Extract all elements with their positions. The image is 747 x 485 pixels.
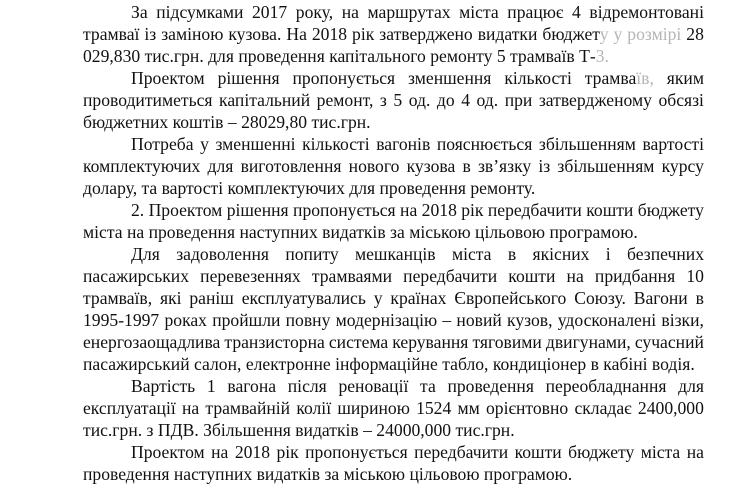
word: Для	[131, 244, 160, 264]
word: Т-3.	[579, 46, 609, 66]
paragraph	[83, 441, 704, 485]
word: збільшенням	[557, 156, 655, 176]
word: колії	[296, 398, 332, 418]
word: міською	[343, 464, 406, 484]
word: міста	[83, 222, 123, 242]
word: розмірі	[627, 24, 682, 44]
paragraph	[83, 133, 704, 199]
word: перевезеннях	[200, 266, 301, 286]
word: проведення	[238, 46, 325, 66]
word: яким	[666, 68, 704, 88]
paragraph	[83, 1, 704, 67]
word: пропонується	[293, 200, 396, 220]
word: долару,	[83, 178, 138, 198]
word: 4	[572, 2, 581, 22]
word: рік	[352, 24, 375, 44]
word: для	[349, 178, 376, 198]
word: в	[507, 244, 517, 264]
word: модернізацію	[335, 310, 438, 330]
word: пропонується	[305, 442, 408, 462]
word: 2018	[311, 24, 348, 44]
word: раніш	[189, 288, 234, 308]
word: трамвайній	[205, 398, 291, 418]
word: удосконалені	[557, 310, 657, 330]
word: кузова.	[228, 24, 282, 44]
word: ремонт,	[316, 90, 374, 110]
word: відремонтовані	[589, 2, 704, 22]
word: 2400,000	[637, 398, 704, 418]
word: тис.грн.	[455, 420, 515, 440]
text-line	[83, 419, 704, 441]
word: пояснюється	[436, 134, 533, 154]
word: у	[613, 24, 623, 44]
word: вагона	[227, 376, 277, 396]
word: передбачити	[403, 266, 498, 286]
word: –	[442, 310, 452, 330]
word: реновації	[338, 376, 409, 396]
word: до	[436, 90, 455, 110]
word: 029,830	[83, 46, 141, 66]
word: транзисторна	[224, 332, 325, 352]
word: 24000,000	[376, 420, 452, 440]
word: Європейського	[454, 288, 567, 308]
word: трамваями	[311, 266, 393, 286]
word: на	[341, 2, 359, 22]
word: табло,	[442, 354, 489, 374]
word: пройшли	[212, 310, 281, 330]
word: пропонується	[292, 68, 396, 88]
word: Вартість	[131, 376, 196, 396]
word: для	[207, 156, 234, 176]
word: кількості	[302, 134, 370, 154]
word: Проектом	[131, 442, 205, 462]
word: вартості	[161, 178, 224, 198]
word: в	[462, 156, 471, 176]
text-line	[83, 111, 704, 133]
word: на	[400, 200, 418, 220]
word: заміною	[161, 24, 224, 44]
word: експлуатувались	[241, 288, 366, 308]
word: бюджету	[542, 24, 609, 44]
word: передбачити	[414, 442, 509, 462]
word: за	[324, 464, 340, 484]
word: 2018	[421, 200, 457, 220]
word: 1	[206, 376, 216, 396]
word: наступних	[239, 222, 318, 242]
word: обсязі	[658, 90, 704, 110]
word: на	[211, 442, 229, 462]
word: кошти	[586, 200, 634, 220]
word: орієнтовно	[485, 398, 569, 418]
word: проведення	[83, 464, 170, 484]
word: якісних	[532, 244, 590, 264]
text-line	[83, 133, 704, 155]
word: збільшенням	[538, 134, 636, 154]
word: 2018	[234, 442, 270, 462]
word: коштів	[172, 112, 224, 132]
word: бюджету	[637, 200, 704, 220]
word: ремонту.	[470, 178, 536, 198]
word: придбання	[594, 266, 676, 286]
word: вагонів	[376, 134, 431, 154]
word: після	[287, 376, 327, 396]
word: салон,	[194, 354, 242, 374]
word: Вагони	[633, 288, 688, 308]
word: од.	[476, 90, 499, 110]
word: кількості	[504, 68, 572, 88]
word: трамваї	[83, 24, 140, 44]
word: у	[373, 288, 383, 308]
text-line	[83, 331, 704, 353]
word: нового	[348, 156, 400, 176]
word: для	[208, 46, 234, 66]
word: 1524	[416, 398, 452, 418]
word: проводитиметься	[83, 90, 213, 110]
word: мм	[457, 398, 480, 418]
word: на	[181, 398, 200, 418]
word: на	[686, 442, 704, 462]
word: 2017	[251, 2, 288, 22]
word: маршрутах	[367, 2, 451, 22]
document-body	[83, 1, 704, 485]
word: 10	[686, 266, 704, 286]
word: кузов,	[507, 310, 553, 330]
word: На	[286, 24, 307, 44]
word: переобладнання	[545, 376, 667, 396]
word: 1995-1997	[83, 310, 160, 330]
word: видатків	[256, 464, 321, 484]
word: за	[390, 222, 405, 242]
word: 28	[686, 24, 704, 44]
word: проведення	[148, 222, 236, 242]
word: в	[695, 288, 704, 308]
text-line	[83, 199, 704, 221]
word: задоволення	[176, 244, 269, 264]
word: курсу	[661, 156, 704, 176]
text-line	[83, 265, 704, 287]
word: капітального	[329, 46, 426, 66]
word: 2.	[131, 200, 145, 220]
word: кузова	[406, 156, 456, 176]
word: у	[200, 134, 209, 154]
word: бюджету	[568, 442, 635, 462]
word: з	[146, 420, 154, 440]
paragraph	[83, 67, 704, 133]
word: тис.грн.	[311, 112, 371, 132]
word: –	[363, 420, 372, 440]
word: рік	[276, 442, 299, 462]
word: із	[144, 24, 157, 44]
word: Проектом	[131, 68, 205, 88]
word: видатків	[322, 222, 386, 242]
paragraph	[83, 375, 704, 441]
paragraph	[83, 243, 704, 375]
word: підсумками	[156, 2, 244, 22]
word: і	[605, 244, 611, 264]
word: новий	[456, 310, 502, 330]
word: водія.	[651, 354, 695, 374]
word: кондиціонер	[492, 354, 587, 374]
text-line	[83, 45, 704, 67]
word: міста	[451, 244, 492, 264]
word: країнах	[390, 288, 447, 308]
word: капітальний	[219, 90, 311, 110]
word: зменшенні	[215, 134, 296, 154]
word: комплектуючих	[83, 156, 201, 176]
word: кошти	[508, 266, 556, 286]
text-line	[83, 155, 704, 177]
word: та	[420, 376, 436, 396]
word: Проектом	[148, 200, 223, 220]
word: тяговими	[472, 332, 542, 352]
word: затвердженому	[538, 90, 652, 110]
word: інформаційне	[335, 354, 438, 374]
word: пасажирський	[83, 354, 190, 374]
word: трамваїв,	[584, 68, 654, 88]
word: експлуатації	[83, 398, 176, 418]
text-line	[83, 243, 704, 265]
word: Потреба	[131, 134, 194, 154]
word: із	[538, 156, 551, 176]
word: рішення	[226, 200, 289, 220]
word: та	[141, 178, 158, 198]
word: тис.грн.	[83, 420, 143, 440]
word: кошти	[514, 442, 562, 462]
word: на	[126, 222, 145, 242]
word: За	[131, 2, 148, 22]
paragraph	[83, 199, 704, 243]
word: повну	[285, 310, 331, 330]
word: бюджетних	[83, 112, 169, 132]
word: візки,	[661, 310, 704, 330]
word: ПДВ.	[157, 420, 199, 440]
word: Збільшення	[203, 420, 291, 440]
word: цільовою	[409, 464, 480, 484]
text-line	[83, 67, 704, 89]
word: видатків	[295, 420, 359, 440]
word: трамваїв	[510, 46, 575, 66]
word: 4	[461, 90, 470, 110]
word: програмою.	[549, 222, 638, 242]
word: попиту	[285, 244, 339, 264]
text-line	[83, 375, 704, 397]
word: система	[328, 332, 389, 352]
word: керування	[392, 332, 469, 352]
word: складає	[574, 398, 632, 418]
word: од.	[408, 90, 431, 110]
word: зменшення	[408, 68, 492, 88]
word: передбачити	[487, 200, 582, 220]
word: тис.грн.	[144, 46, 204, 66]
word: на	[566, 266, 584, 286]
text-line	[83, 441, 704, 463]
word: вартості	[642, 134, 704, 154]
word: шириною	[337, 398, 410, 418]
word: Союзу.	[574, 288, 626, 308]
text-line	[83, 287, 704, 309]
text-line	[83, 221, 704, 243]
word: наступних	[173, 464, 253, 484]
word: –	[227, 112, 237, 132]
word: які	[159, 288, 182, 308]
word: комплектуючих	[227, 178, 345, 198]
word: виготовлення	[240, 156, 342, 176]
text-line	[83, 397, 704, 419]
word: безпечних	[627, 244, 704, 264]
word: видатки	[477, 24, 538, 44]
word: енергозаощадлива	[83, 332, 221, 352]
word: 28029,80	[241, 112, 308, 132]
text-line	[83, 463, 704, 485]
text-line	[83, 177, 704, 199]
word: мешканців	[354, 244, 436, 264]
text-line	[83, 89, 704, 111]
word: 5	[496, 46, 506, 66]
word: в	[590, 354, 599, 374]
word: з	[379, 90, 387, 110]
word: міста	[640, 442, 681, 462]
word: працює	[507, 2, 564, 22]
word: при	[504, 90, 533, 110]
word: сучасний	[634, 332, 704, 352]
word: ремонту	[430, 46, 493, 66]
word: проведення	[379, 178, 466, 198]
word: зв’язку	[477, 156, 532, 176]
word: програмою.	[483, 464, 573, 484]
word: міста	[459, 2, 499, 22]
text-line	[83, 23, 704, 45]
text-line	[83, 353, 704, 375]
word: 5	[393, 90, 403, 110]
text-line	[83, 1, 704, 23]
word: електронне	[245, 354, 331, 374]
word: трамваїв,	[83, 288, 153, 308]
word: року,	[295, 2, 334, 22]
word: кабіні	[603, 354, 648, 374]
word: двигунами,	[545, 332, 631, 352]
word: рік	[461, 200, 484, 220]
word: проведення	[447, 376, 534, 396]
text-line	[83, 309, 704, 331]
word: роках	[164, 310, 207, 330]
word: міською	[409, 222, 471, 242]
word: затверджено	[379, 24, 473, 44]
word: рішення	[217, 68, 280, 88]
word: пасажирських	[83, 266, 190, 286]
word: цільовою	[475, 222, 546, 242]
word: для	[678, 376, 704, 396]
